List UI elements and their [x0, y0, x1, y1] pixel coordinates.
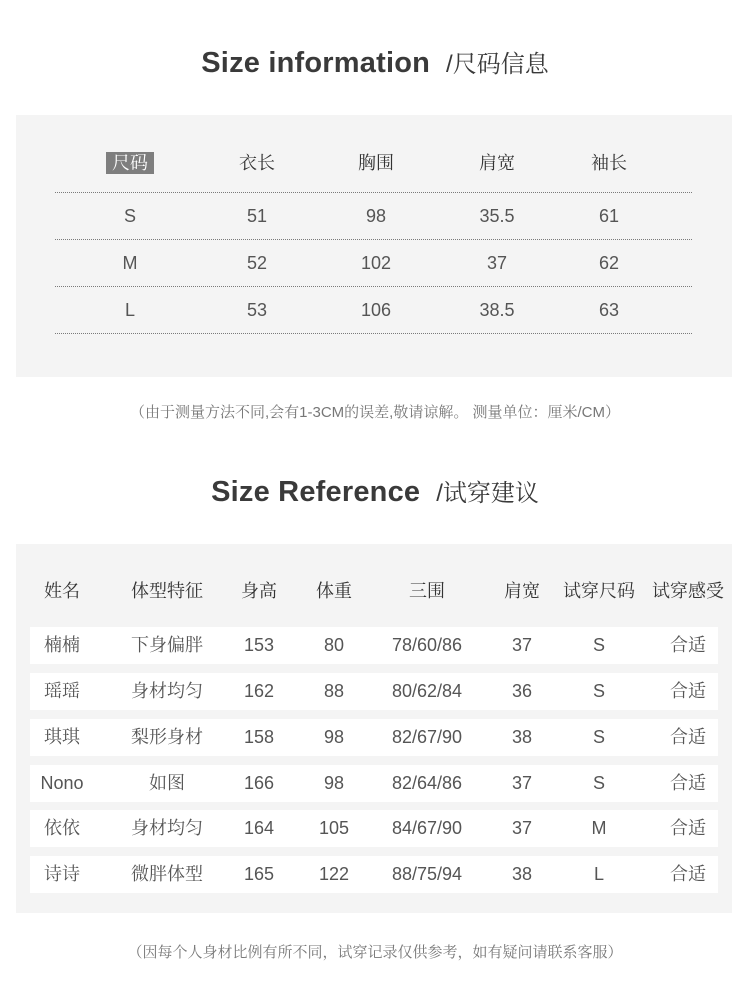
table-row — [30, 810, 718, 847]
cell-name: 琪琪 — [44, 727, 80, 747]
table-row — [55, 239, 692, 286]
cell-tried-size: L — [593, 864, 604, 884]
measurement-note: （由于测量方法不同,会有1-3CM的误差,敬请谅解。 测量单位：厘米/CM） — [129, 404, 620, 421]
cell-shoulder: 36 — [511, 681, 533, 701]
cell-height: 162 — [243, 681, 275, 701]
header-cell-height: 身高 — [241, 581, 277, 601]
title-english: Size Reference — [211, 476, 421, 508]
cell-body-type: 身材均匀 — [131, 818, 203, 838]
table-row — [55, 192, 692, 239]
reference-note: （因每个人身材比例有所不同，试穿记录仅供参考，如有疑问请联系客服） — [127, 944, 623, 961]
size-information-title — [0, 44, 750, 80]
cell-fit-feeling: 合适 — [670, 635, 706, 655]
title-chinese: /尺码信息 — [446, 51, 549, 78]
cell-length: 51 — [246, 206, 268, 226]
cell-fit-feeling: 合适 — [670, 727, 706, 747]
cell-weight: 80 — [323, 635, 345, 655]
header-cell-body-type: 体型特征 — [131, 581, 203, 601]
table-row — [30, 719, 718, 756]
cell-measurements: 84/67/90 — [391, 818, 463, 838]
cell-weight: 98 — [323, 727, 345, 747]
header-cell-name: 姓名 — [44, 581, 80, 601]
cell-name: 诗诗 — [44, 864, 80, 884]
header-cell-measurements: 三围 — [409, 581, 445, 601]
cell-shoulder: 35.5 — [479, 206, 515, 226]
header-cell-weight: 体重 — [316, 581, 352, 601]
cell-body-type: 梨形身材 — [131, 727, 203, 747]
cell-sleeve: 63 — [598, 300, 620, 320]
cell-measurements: 82/64/86 — [391, 773, 463, 793]
header-cell-length: 衣长 — [239, 153, 275, 173]
table-row — [30, 856, 718, 893]
table-row — [30, 765, 718, 802]
cell-shoulder: 38 — [511, 727, 533, 747]
cell-tried-size: S — [592, 727, 605, 747]
cell-height: 165 — [243, 864, 275, 884]
cell-tried-size: S — [592, 681, 605, 701]
cell-sleeve: 62 — [598, 253, 620, 273]
size-reference-title — [0, 473, 750, 509]
cell-name: Nono — [40, 773, 84, 793]
cell-measurements: 80/62/84 — [391, 681, 463, 701]
header-cell-chest: 胸围 — [358, 153, 394, 173]
cell-sleeve: 61 — [598, 206, 620, 226]
cell-weight: 98 — [323, 773, 345, 793]
cell-fit-feeling: 合适 — [670, 681, 706, 701]
cell-height: 153 — [243, 635, 275, 655]
cell-measurements: 88/75/94 — [391, 864, 463, 884]
cell-fit-feeling: 合适 — [670, 864, 706, 884]
cell-height: 158 — [243, 727, 275, 747]
cell-weight: 122 — [318, 864, 350, 884]
header-cell-shoulder: 肩宽 — [479, 153, 515, 173]
table-row — [55, 286, 692, 334]
cell-weight: 105 — [318, 818, 350, 838]
title-chinese: /试穿建议 — [436, 480, 539, 507]
cell-height: 164 — [243, 818, 275, 838]
cell-fit-feeling: 合适 — [670, 773, 706, 793]
cell-length: 52 — [246, 253, 268, 273]
cell-length: 53 — [246, 300, 268, 320]
table-row — [30, 673, 718, 710]
cell-shoulder: 37 — [486, 253, 508, 273]
cell-size: L — [124, 300, 135, 320]
cell-fit-feeling: 合适 — [670, 818, 706, 838]
cell-chest: 106 — [360, 300, 392, 320]
cell-measurements: 82/67/90 — [391, 727, 463, 747]
cell-name: 依依 — [44, 818, 80, 838]
size-badge: 尺码 — [106, 152, 154, 174]
cell-body-type: 微胖体型 — [131, 864, 203, 884]
cell-name: 瑶瑶 — [44, 681, 80, 701]
cell-tried-size: S — [592, 773, 605, 793]
cell-shoulder: 37 — [511, 818, 533, 838]
header-cell-tried-size: 试穿尺码 — [563, 581, 635, 601]
cell-body-type: 身材均匀 — [131, 681, 203, 701]
cell-measurements: 78/60/86 — [391, 635, 463, 655]
cell-size: M — [122, 253, 138, 273]
cell-body-type: 如图 — [149, 773, 185, 793]
header-cell-sleeve: 袖长 — [591, 153, 627, 173]
cell-shoulder: 38 — [511, 864, 533, 884]
cell-size: S — [123, 206, 136, 226]
cell-shoulder: 38.5 — [479, 300, 515, 320]
cell-shoulder: 37 — [511, 773, 533, 793]
cell-chest: 102 — [360, 253, 392, 273]
size-table-header — [55, 140, 692, 186]
header-cell-shoulder: 肩宽 — [504, 581, 540, 601]
cell-weight: 88 — [323, 681, 345, 701]
cell-chest: 98 — [365, 206, 387, 226]
reference-table-header — [30, 568, 724, 614]
title-english: Size information — [201, 47, 431, 79]
header-cell-fit-feeling: 试穿感受 — [652, 581, 724, 601]
cell-tried-size: S — [592, 635, 605, 655]
table-row — [30, 627, 718, 664]
cell-tried-size: M — [591, 818, 607, 838]
cell-body-type: 下身偏胖 — [131, 635, 203, 655]
cell-name: 楠楠 — [44, 635, 80, 655]
cell-height: 166 — [243, 773, 275, 793]
header-cell-size — [80, 140, 180, 186]
cell-shoulder: 37 — [511, 635, 533, 655]
